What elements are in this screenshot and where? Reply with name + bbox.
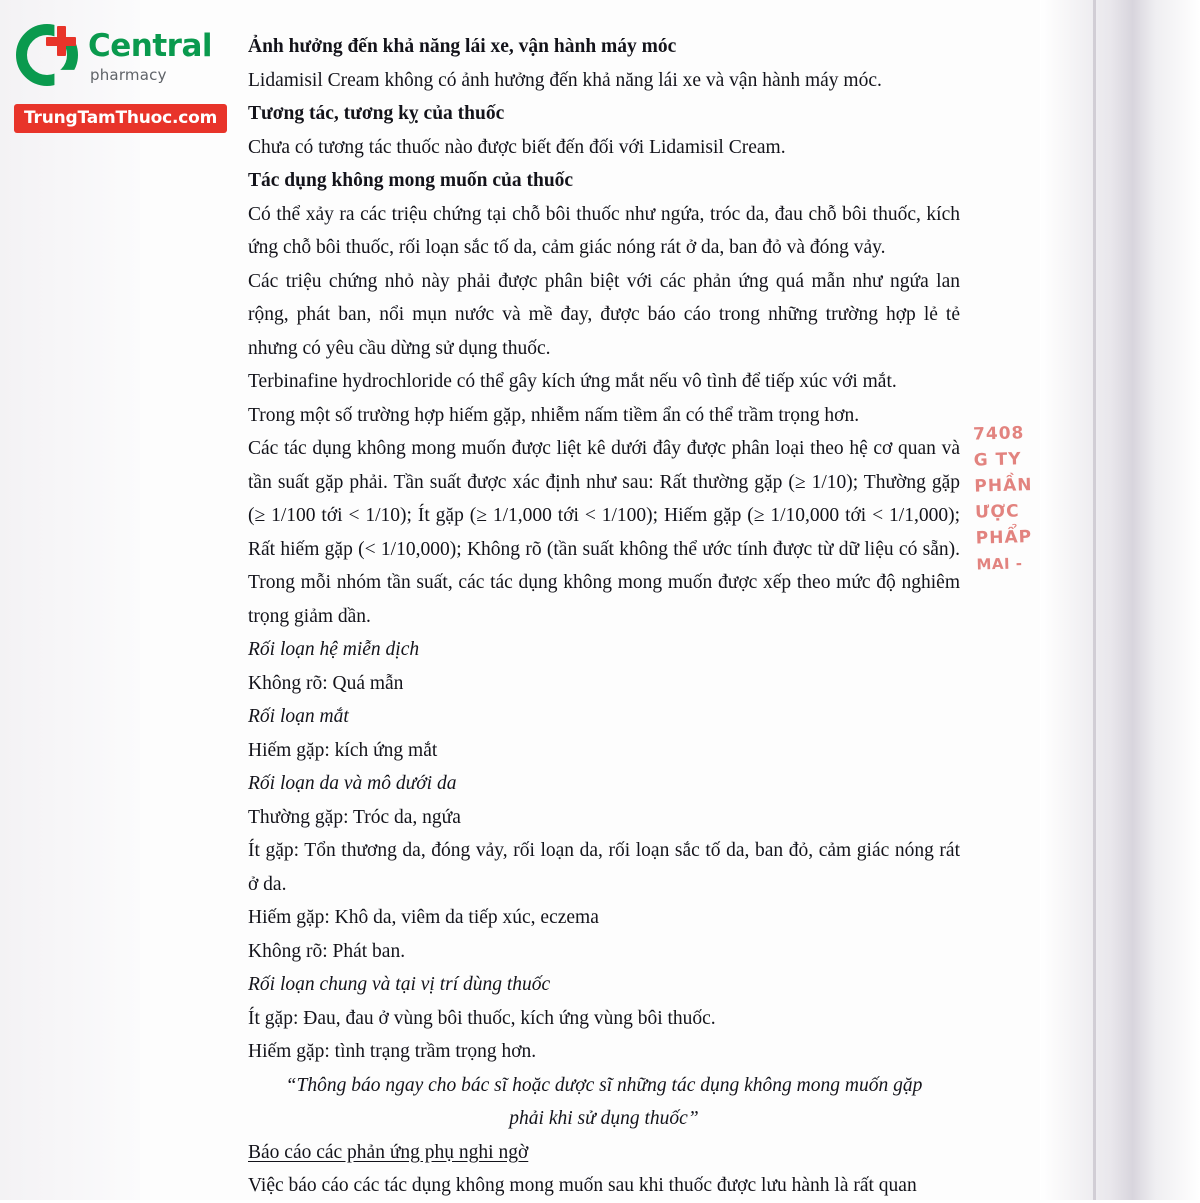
paragraph-frequency-definitions: Các tác dụng không mong muốn được liệt kê dưới đây được phân loại theo hệ cơ quan và tần suất gặp phải. Tần suất được xác định như sau: Rất thường gặp (≥ 1/10); Thường gặp (≥ 1/100 tới < 1/10); Ít gặp (≥ 1/1,000 tới < 1/100); Hiếm gặp (≥ 1/10,000 tới < 1/1,000); Rất hiếm gặp (< 1/10,000); Không rõ (tần suất không thể ước tính được từ dữ liệu có sẵn). Trong mỗi nhóm tần suất, các tác dụng không mong muốn được xếp theo mức độ nghiêm trọng giảm dần. [248, 438, 960, 627]
paragraph-skin-uncommon: Ít gặp: Tổn thương da, đóng vảy, rối loạn da, rối loạn sắc tố da, ban đỏ, cảm giác nóng rát ở da. [248, 840, 960, 895]
paragraph-skin-unknown: Không rõ: Phát ban. [248, 940, 406, 962]
watermark-logo-row [10, 20, 230, 94]
company-ink-stamp [973, 418, 1098, 596]
paragraph-skin-common: Thường gặp: Tróc da, ngứa [248, 806, 461, 828]
page-binding-shadow [1093, 0, 1096, 1200]
paragraph-hypersensitivity: Các triệu chứng nhỏ này phải được phân biệt với các phản ứng quá mẫn như ngứa lan rộng, phát ban, nổi mụn nước và mề đay, được báo cáo trong những trường hợp lẻ tẻ nhưng có yêu cầu dừng sử dụng thuốc. [248, 270, 960, 359]
stamp-line-5: MAI - [976, 554, 1023, 574]
paragraph-eye-rare: Hiếm gặp: kích ứng mắt [248, 739, 438, 761]
central-c-logo-icon [16, 24, 78, 86]
callout-notify-doctor: “Thông báo ngay cho bác sĩ hoặc dược sĩ những tác dụng không mong muốn gặp phải khi sử dụng thuốc” [285, 1074, 923, 1129]
stamp-line-3: ƯỢC [974, 501, 1020, 523]
paragraph-skin-rare: Hiếm gặp: Khô da, viêm da tiếp xúc, eczema [248, 907, 599, 928]
page-right-edge [1040, 0, 1200, 1200]
stamp-line-4: PHẨP [975, 527, 1033, 549]
paragraph-immune-unknown: Không rõ: Quá mẫn [248, 672, 404, 694]
leaflet-text-column [248, 30, 960, 1203]
page-left-margin [0, 0, 140, 1200]
stamp-line-1: G TY [973, 449, 1022, 471]
watermark-brand: Central [88, 28, 212, 64]
subheading-eye-disorders: Rối loạn mắt [248, 706, 349, 727]
paragraph-general-uncommon: Ít gặp: Đau, đau ở vùng bôi thuốc, kích ứng vùng bôi thuốc. [248, 1007, 716, 1029]
stamp-line-0: 7408 [972, 423, 1025, 445]
section-heading-driving: Ảnh hưởng đến khả năng lái xe, vận hành máy móc [248, 36, 677, 57]
paragraph-eye-irritation: Terbinafine hydrochloride có thể gây kích ứng mắt nếu vô tình để tiếp xúc với mắt. [248, 371, 897, 392]
subheading-report-suspected-reactions: Báo cáo các phản ứng phụ nghi ngờ [248, 1141, 529, 1163]
paragraph-driving: Lidamisil Cream không có ảnh hưởng đến khả năng lái xe và vận hành máy móc. [248, 69, 882, 91]
subheading-general-disorders: Rối loạn chung và tại vị trí dùng thuốc [248, 974, 551, 995]
section-heading-adverse-effects: Tác dụng không mong muốn của thuốc [248, 170, 574, 191]
paragraph-general-rare: Hiếm gặp: tình trạng trầm trọng hơn. [248, 1041, 537, 1062]
paragraph-reporting-importance: Việc báo cáo các tác dụng không mong muốn sau khi thuốc được lưu hành là rất quan [248, 1175, 917, 1196]
central-pharmacy-watermark [10, 20, 230, 150]
watermark-website: TrungTamThuoc.com [14, 104, 227, 133]
medical-cross-icon [46, 26, 76, 56]
subheading-immune-disorders: Rối loạn hệ miễn dịch [248, 639, 420, 660]
paragraph-fungal-worsening: Trong một số trường hợp hiếm gặp, nhiễm nấm tiềm ẩn có thể trầm trọng hơn. [248, 404, 860, 426]
section-heading-interactions: Tương tác, tương kỵ của thuốc [248, 103, 505, 124]
subheading-skin-disorders: Rối loạn da và mô dưới da [248, 773, 457, 794]
stamp-line-2: PHẦN [974, 475, 1033, 497]
watermark-tagline: pharmacy [90, 66, 167, 84]
paragraph-local-symptoms: Có thể xảy ra các triệu chứng tại chỗ bôi thuốc như ngứa, tróc da, đau chỗ bôi thuốc, kích ứng chỗ bôi thuốc, rối loạn sắc tố da, cảm giác nóng rát ở da, ban đỏ và đóng vảy. [248, 203, 960, 258]
paragraph-interactions: Chưa có tương tác thuốc nào được biết đến đối với Lidamisil Cream. [248, 136, 786, 158]
